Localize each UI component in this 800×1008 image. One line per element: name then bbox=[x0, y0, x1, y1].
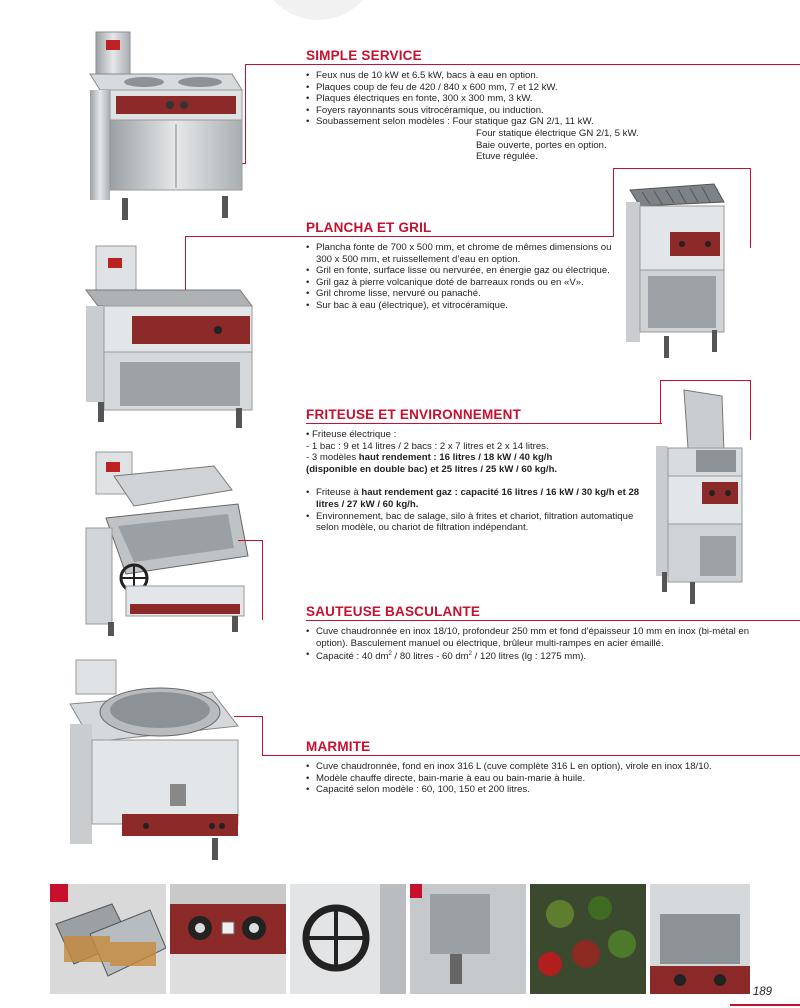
section-title: MARMITE bbox=[306, 739, 371, 754]
section-simple-service bbox=[306, 48, 776, 163]
bullet-list bbox=[306, 626, 776, 663]
list-item: • Soubassement selon modèles : Four statique gaz GN 2/1, 11 kW. bbox=[306, 116, 776, 128]
sauteuse-connector-h bbox=[238, 540, 262, 541]
section-title: SIMPLE SERVICE bbox=[306, 48, 422, 63]
text-run-bold: haut rendement : 16 litres / 18 kW / 40 kg/h bbox=[358, 452, 553, 464]
text-run: - 3 modèles bbox=[306, 452, 359, 464]
list-item: • Gril chrome lisse, nervuré ou panaché. bbox=[306, 288, 616, 300]
grill-appliance-image bbox=[620, 176, 730, 362]
section-sauteuse bbox=[306, 604, 776, 663]
thumb-fryer-baskets bbox=[50, 884, 166, 994]
list-item: • Environnement, bac de salage, silo à frites et chariot, filtration automatique selon modèle, ou chariot de filtration indépendant. bbox=[306, 511, 646, 534]
page-number-underline bbox=[730, 1004, 800, 1006]
section-title: PLANCHA ET GRIL bbox=[306, 220, 432, 235]
list-item bbox=[306, 487, 646, 510]
list-item: • Sur bac à eau (électrique), et vitrocéramique. bbox=[306, 300, 616, 312]
thumb-fryer-vat bbox=[650, 884, 750, 994]
bullet-list bbox=[306, 487, 646, 533]
section-title: SAUTEUSE BASCULANTE bbox=[306, 604, 481, 619]
list-item: • Plaques électriques en fonte, 300 x 300 mm, 3 kW. bbox=[306, 93, 776, 105]
detail-photo-strip bbox=[50, 884, 750, 994]
thumb-vegetables bbox=[530, 884, 646, 994]
list-item bbox=[306, 649, 776, 663]
text-run: Capacité : 40 dm bbox=[316, 651, 389, 663]
friteuse-double-bac-line: (disponible en double bac) et 25 litres / 25 kW / 60 kg/h. bbox=[306, 463, 558, 475]
superscript: 2 bbox=[468, 651, 472, 658]
sauteuse-connector-v bbox=[262, 540, 263, 620]
list-item: • Plaques coup de feu de 420 / 840 x 600 mm, 7 et 12 kW. bbox=[306, 82, 776, 94]
bullet-list bbox=[306, 70, 776, 128]
simple-service-appliance-image bbox=[82, 28, 252, 223]
marmite-connector-h bbox=[234, 716, 262, 717]
fryer-appliance-image bbox=[652, 386, 752, 608]
plancha-connector-right-v bbox=[750, 168, 751, 248]
list-item: • Gril en fonte, surface lisse ou nervurée, en énergie gaz ou électrique. bbox=[306, 265, 616, 277]
list-item: • Feux nus de 10 kW et 6.5 kW, bacs à eau en option. bbox=[306, 70, 776, 82]
thumb-tap-faucet bbox=[410, 884, 526, 994]
page-number: 189 bbox=[752, 986, 772, 998]
text-run: Friteuse à bbox=[316, 487, 362, 499]
text-run: / 120 litres (lg : 1275 mm). bbox=[472, 651, 587, 663]
list-item: • Gril gaz à pierre volcanique doté de barreaux ronds ou en «V». bbox=[306, 277, 616, 289]
section-friteuse bbox=[306, 407, 646, 534]
decorative-arc bbox=[258, 0, 378, 20]
friteuse-connector-h bbox=[660, 380, 750, 381]
list-continuation: Etuve régulée. bbox=[476, 151, 538, 163]
list-continuation: Four statique électrique GN 2/1, 5 kW. bbox=[476, 127, 639, 139]
marmite-appliance-image bbox=[62, 654, 246, 864]
list-item: • Modèle chauffe directe, bain-marie à eau ou bain-marie à huile. bbox=[306, 773, 776, 785]
friteuse-electrique-line: • Friteuse électrique : bbox=[306, 429, 397, 440]
text-run-bold: haut rendement gaz : capacité 16 litres / 16 kW / 30 kg/h et 28 litres / 27 kW / 60 kg/h. bbox=[316, 487, 640, 510]
plancha-connector-right-h bbox=[613, 168, 750, 169]
list-item: • Cuve chaudronnée en inox 18/10, profondeur 250 mm et fond d’épaisseur 10 mm en inox (bi-métal en option). Basculement manuel ou électrique, brûleur multi-rampes en acier émaillé. bbox=[306, 626, 776, 649]
friteuse-bac-line: - 1 bac : 9 et 14 litres / 2 bacs : 2 x 7 litres et 2 x 14 litres. bbox=[306, 440, 549, 452]
thumb-handwheel bbox=[290, 884, 406, 994]
bullet-list bbox=[306, 761, 776, 796]
sauteuse-appliance-image bbox=[78, 446, 262, 638]
text-run: / 80 litres - 60 dm bbox=[391, 651, 469, 663]
list-item: • Foyers rayonnants sous vitrocéramique, ou induction. bbox=[306, 105, 776, 117]
superscript: 2 bbox=[388, 651, 392, 658]
plancha-appliance-image bbox=[80, 242, 260, 430]
list-continuation: Baie ouverte, portes en option. bbox=[476, 139, 607, 151]
list-item: • Capacité selon modèle : 60, 100, 150 et 200 litres. bbox=[306, 784, 776, 796]
section-title: FRITEUSE ET ENVIRONNEMENT bbox=[306, 407, 522, 422]
bullet-list bbox=[306, 242, 616, 312]
list-item: • Plancha fonte de 700 x 500 mm, et chrome de mêmes dimensions ou 300 x 500 mm, et ruissellement d’eau en option. bbox=[306, 242, 616, 265]
thumb-control-knobs bbox=[170, 884, 286, 994]
section-marmite bbox=[306, 739, 776, 796]
list-item: • Cuve chaudronnée, fond en inox 316 L (cuve complète 316 L en option), virole en inox 18/10. bbox=[306, 761, 776, 773]
section-plancha-gril bbox=[306, 220, 616, 312]
friteuse-modeles-line bbox=[306, 452, 646, 464]
marmite-connector-v bbox=[262, 716, 263, 756]
